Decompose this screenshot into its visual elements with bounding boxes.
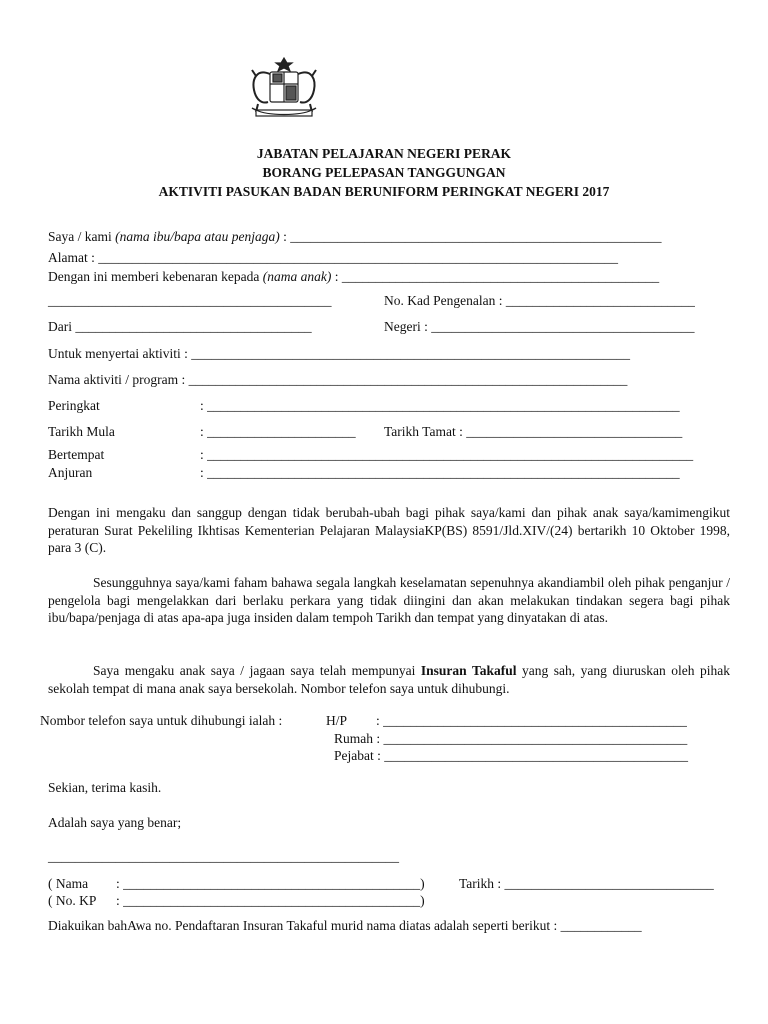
safety-text: Sesungguhnya saya/kami faham bahawa segala langkah keselamatan sepenuhnya akandiambil oleh pihak penganjur / pengelola bagi mengelakkan dari berlaku perkara yang tidak diingini dan akan melakukan tindakan segera bagi pihak ibu/bapa/penjaga di atas apa-apa juga insiden dalam tempoh Tarikh dan tempat yang dinyatakan di atas. (48, 575, 730, 625)
insurance-takaful-bold: Insuran Takaful (420, 663, 517, 678)
declaration-paragraph: Dengan ini mengaku dan sanggup dengan tidak berubah-ubah bagi pihak saya/kami dan pihak anak saya/kamimengikut peraturan Surat Pekeliling Ikhtisas Kementerian Pelajaran MalaysiaKP(BS) 8591/Jld.XIV/(24) bertarikh 10 Oktober 1998, para 3 (C). (48, 505, 730, 555)
home-phone-field[interactable]: Rumah : _____________________________________________ (334, 731, 688, 746)
parent-name-blank: : _______________________________________________________ (279, 229, 662, 244)
signer-ic-field[interactable]: : ____________________________________________) (116, 893, 425, 908)
header-activity-title: AKTIVITI PASUKAN BADAN BERUNIFORM PERINGKAT NEGERI 2017 (158, 184, 610, 199)
level-field[interactable]: : ______________________________________________________________________ (200, 398, 680, 413)
sign-date-field[interactable]: Tarikh : _______________________________ (459, 876, 714, 891)
child-name-label: Dengan ini memberi kebenaran kepada (48, 269, 260, 284)
child-name-blank: : _______________________________________________ (331, 269, 660, 284)
venue-field[interactable]: : ________________________________________________________________________ (200, 447, 694, 462)
header-form-title: BORANG PELEPASAN TANGGUNGAN (262, 165, 506, 180)
coat-of-arms-icon (244, 54, 324, 126)
organizer-label: Anjuran (48, 465, 93, 480)
insurance-text-c: yang sah, yang diuruskan oleh pihak sekolah tempat di mana anak saya bersekolah. Nombor telefon saya untuk dihubungi. (48, 663, 730, 696)
insurance-paragraph (48, 662, 730, 697)
signature-line[interactable]: ____________________________________________________ (48, 849, 399, 864)
signer-name-field[interactable]: : ____________________________________________) (116, 876, 425, 891)
from-field[interactable]: Dari ___________________________________ (48, 319, 312, 334)
level-label: Peringkat (48, 398, 100, 413)
child-name-continuation[interactable]: __________________________________________ (48, 293, 332, 308)
end-date-field[interactable]: Tarikh Tamat : ________________________________ (384, 424, 683, 439)
closing-thanks: Sekian, terima kasih. (48, 780, 162, 795)
venue-label: Bertempat (48, 447, 105, 462)
ic-number-field[interactable]: No. Kad Pengenalan : ____________________________ (384, 293, 695, 308)
mobile-field[interactable]: : _____________________________________________ (376, 713, 687, 728)
program-field[interactable]: Nama aktiviti / program : _________________________________________________________________ (48, 372, 628, 387)
parent-name-hint: (nama ibu/bapa atau penjaga) (115, 229, 280, 244)
signer-name-label: ( Nama (48, 876, 89, 891)
mobile-label: H/P (326, 713, 348, 728)
signer-ic-label: ( No. KP (48, 893, 97, 908)
parent-name-label: Saya / kami (48, 229, 112, 244)
header-department: JABATAN PELAJARAN NEGERI PERAK (256, 146, 512, 161)
insurance-registration-field[interactable]: Diakuikan bahAwa no. Pendaftaran Insuran Takaful murid nama diatas adalah seperti berikut : ____________ (48, 918, 642, 933)
activity-field[interactable]: Untuk menyertai aktiviti : _________________________________________________________________ (48, 346, 630, 361)
start-date-label: Tarikh Mula (48, 424, 115, 439)
safety-paragraph (48, 574, 730, 627)
phone-intro: Nombor telefon saya untuk dihubungi ialah : (40, 713, 283, 728)
office-phone-field[interactable]: Pejabat : _____________________________________________ (334, 748, 688, 763)
insurance-text-a: Saya mengaku anak saya / jagaan saya telah mempunyai (93, 663, 421, 678)
child-name-field[interactable] (48, 269, 659, 285)
address-field[interactable]: Alamat : _____________________________________________________________________________ (48, 250, 618, 265)
state-field[interactable]: Negeri : _______________________________________ (384, 319, 695, 334)
closing-sincerely: Adalah saya yang benar; (48, 815, 182, 830)
child-name-hint: (nama anak) (262, 269, 332, 284)
parent-name-field[interactable] (48, 229, 662, 245)
start-date-field[interactable]: : ______________________ (200, 424, 356, 439)
organizer-field[interactable]: : ______________________________________________________________________ (200, 465, 680, 480)
